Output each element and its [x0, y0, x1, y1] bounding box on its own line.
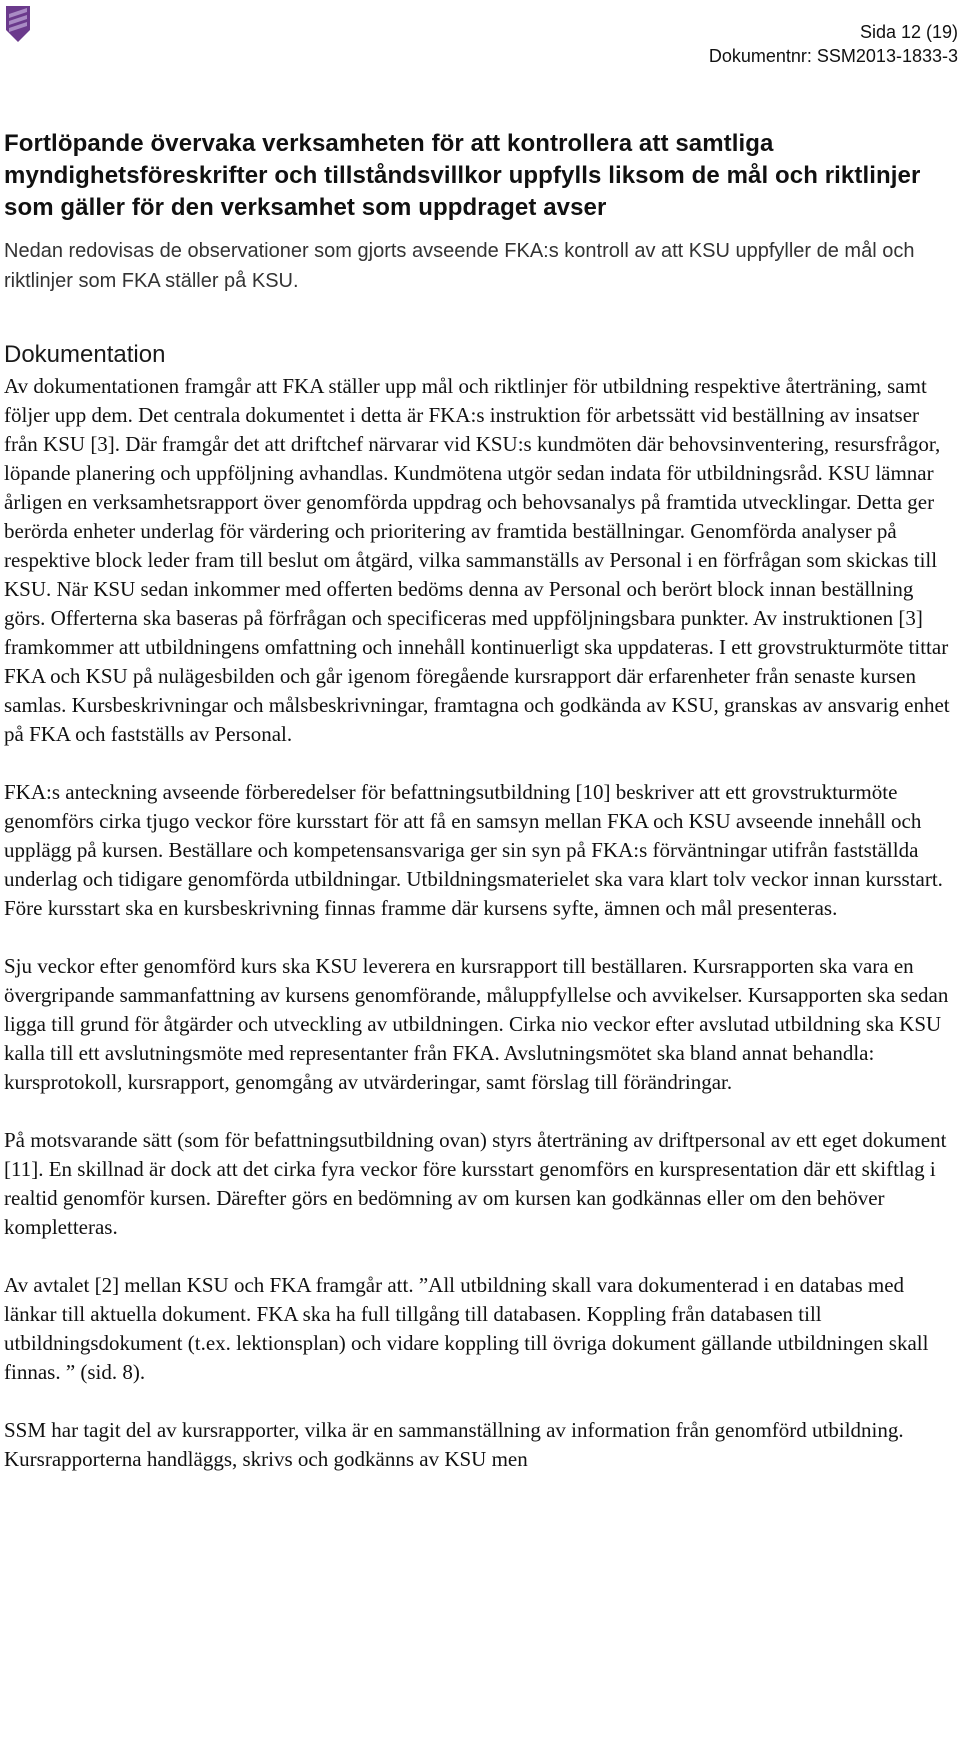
body-paragraph-5: Av avtalet [2] mellan KSU och FKA framgår att. ”All utbildning skall vara dokumenterad i en databas med länkar till aktuella dokument. FKA ska ha full tillgång till databasen. Koppling från databasen till utbildningsdokument (t.ex. lektionsplan) och vidare koppling till övriga dokument gällande utbildningen skall finnas. ” (sid. 8). [4, 1273, 929, 1384]
section-title: Fortlöpande övervaka verksamheten för att kontrollera att samtliga myndighetsföreskrifter och tillståndsvillkor uppfylls liksom de mål och riktlinjer som gäller för den verksamhet som uppdraget avser [4, 130, 921, 221]
document-number: Dokumentnr: SSM2013-1833-3 [708, 46, 958, 66]
body-paragraph-2: FKA:s anteckning avseende förberedelser för befattningsutbildning [10] beskriver att ett grovstrukturmöte genomförs cirka tjugo veckor före kursstart för att få en samsyn mellan FKA och KSU avseende innehåll och upplägg på kursen. Beställare och kompetensansvariga ger sin syn på FKA:s förväntningar utifrån fastställda underlag och tidigare genomförda utbildningar. Utbildningsmaterielet ska vara klart tolv veckor innan kursstart. Före kursstart ska en kursbeskrivning finnas framme där kursens syfte, ämnen och mål presenteras. [4, 780, 943, 920]
body-paragraph-3: Sju veckor efter genomförd kurs ska KSU leverera en kursrapport till beställaren. Kursrapporten ska vara en övergripande sammanfattning av kursens genomförande, måluppfyllelse och avvikelser. Kursapporten ska sedan ligga till grund för åtgärder och utveckling av utbildningen. Cirka nio veckor efter avslutad utbildning ska KSU kalla till ett avslutningsmöte med representanter från FKA. Avslutningsmötet ska bland annat behandla: kursprotokoll, kursrapport, genomgång av utvärderingar, samt förslag till förändringar. [4, 954, 949, 1094]
body-paragraph-4: På motsvarande sätt (som för befattningsutbildning ovan) styrs återträning av driftpersonal av ett eget dokument [11]. En skillnad är dock att det cirka fyra veckor före kursstart genomförs en kurspresentation där ett skiftlag i realtid genomför kursen. Därefter görs en bedömning av om kursen kan godkännas eller om den behöver kompletteras. [4, 1128, 947, 1239]
document-body [4, 128, 956, 1474]
subsection-heading: Dokumentation [4, 341, 166, 368]
body-paragraph-1: Av dokumentationen framgår att FKA ställer upp mål och riktlinjer för utbildning respektive återträning, samt följer upp dem. Det centrala dokumentet i detta är FKA:s instruktion för arbetssätt vid beställning av insatser från KSU [3]. Där framgår det att driftchef närvarar vid KSU:s kundmöten där behovsinventering, resursfrågor, löpande planering och uppföljning avhandlas. Kundmötena utgör sedan indata för utbildningsråd. KSU lämnar årligen en verksamhetsrapport över genomförda uppdrag och behovsanalys på framtida utvecklingar. Detta ger berörda enheter underlag för värdering och prioritering av framtida beställningar. Genomförda analyser på respektive block leder fram till beslut om åtgärd, vilka sammanställs av Personal i en förfrågan som skickas till KSU. När KSU sedan inkommer med offerten bedöms denna av Personal och berört block innan beställning görs. Offerterna ska baseras på förfrågan och specificeras med uppföljningsbara punkter. Av instruktionen [3] framkommer att utbildningens omfattning och innehåll kontinuerligt ska uppdateras. I ett grovstrukturmöte tittar FKA och KSU på nulägesbilden och går igenom föregående kursrapport där erfarenheter från senaste kursen samlas. Kursbeskrivningar och målsbeskrivningar, framtagna och godkända av KSU, granskas av ansvarig enhet på FKA och fastställs av Personal. [4, 374, 950, 746]
page-header [709, 20, 958, 68]
body-paragraph-6: SSM har tagit del av kursrapporter, vilka är en sammanställning av information från genomförd utbildning. Kursrapporterna handläggs, skrivs och godkänns av KSU men [4, 1418, 904, 1471]
intro-paragraph: Nedan redovisas de observationer som gjorts avseende FKA:s kontroll av att KSU uppfyller de mål och riktlinjer som FKA ställer på KSU. [4, 240, 915, 292]
page-number: Sida 12 (19) [859, 22, 958, 42]
ssm-logo-icon [5, 4, 31, 44]
